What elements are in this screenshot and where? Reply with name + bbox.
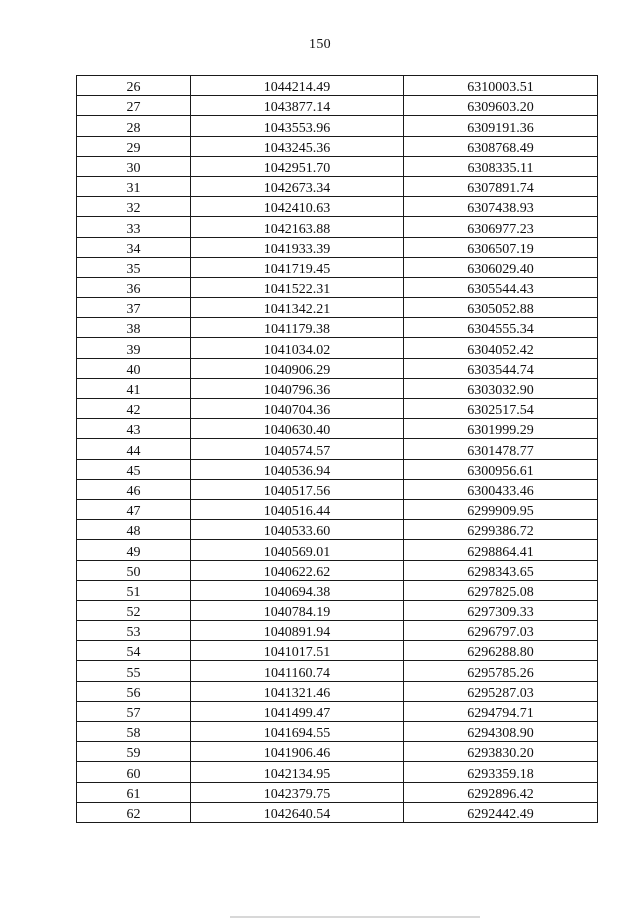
y-coordinate-cell: 6306507.19 <box>404 237 598 257</box>
y-coordinate-cell: 6306977.23 <box>404 217 598 237</box>
table-row <box>77 499 598 519</box>
table-row <box>77 520 598 540</box>
table-row <box>77 96 598 116</box>
table-row <box>77 136 598 156</box>
point-number-cell: 37 <box>77 298 191 318</box>
point-number-cell: 61 <box>77 782 191 802</box>
table-row <box>77 600 598 620</box>
x-coordinate-cell: 1041906.46 <box>191 742 404 762</box>
y-coordinate-cell: 6293359.18 <box>404 762 598 782</box>
y-coordinate-cell: 6300956.61 <box>404 459 598 479</box>
x-coordinate-cell: 1040694.38 <box>191 580 404 600</box>
point-number-cell: 57 <box>77 701 191 721</box>
point-number-cell: 49 <box>77 540 191 560</box>
y-coordinate-cell: 6292442.49 <box>404 802 598 822</box>
table-row <box>77 358 598 378</box>
x-coordinate-cell: 1041179.38 <box>191 318 404 338</box>
y-coordinate-cell: 6293830.20 <box>404 742 598 762</box>
point-number-cell: 39 <box>77 338 191 358</box>
x-coordinate-cell: 1040704.36 <box>191 399 404 419</box>
x-coordinate-cell: 1040784.19 <box>191 600 404 620</box>
x-coordinate-cell: 1040630.40 <box>191 419 404 439</box>
table-row <box>77 762 598 782</box>
x-coordinate-cell: 1040891.94 <box>191 621 404 641</box>
point-number-cell: 36 <box>77 277 191 297</box>
x-coordinate-cell: 1040533.60 <box>191 520 404 540</box>
y-coordinate-cell: 6300433.46 <box>404 479 598 499</box>
y-coordinate-cell: 6299386.72 <box>404 520 598 540</box>
table-row <box>77 540 598 560</box>
x-coordinate-cell: 1040796.36 <box>191 378 404 398</box>
table-row <box>77 439 598 459</box>
point-number-cell: 62 <box>77 802 191 822</box>
x-coordinate-cell: 1043877.14 <box>191 96 404 116</box>
x-coordinate-cell: 1040536.94 <box>191 459 404 479</box>
y-coordinate-cell: 6295287.03 <box>404 681 598 701</box>
y-coordinate-cell: 6298343.65 <box>404 560 598 580</box>
point-number-cell: 30 <box>77 156 191 176</box>
page-number: 150 <box>309 37 331 52</box>
point-number-cell: 56 <box>77 681 191 701</box>
table-row <box>77 459 598 479</box>
y-coordinate-cell: 6307891.74 <box>404 176 598 196</box>
table-row <box>77 378 598 398</box>
x-coordinate-cell: 1043245.36 <box>191 136 404 156</box>
x-coordinate-cell: 1043553.96 <box>191 116 404 136</box>
point-number-cell: 28 <box>77 116 191 136</box>
y-coordinate-cell: 6301478.77 <box>404 439 598 459</box>
point-number-cell: 29 <box>77 136 191 156</box>
table-row <box>77 701 598 721</box>
point-number-cell: 42 <box>77 399 191 419</box>
point-number-cell: 52 <box>77 600 191 620</box>
table-row <box>77 782 598 802</box>
y-coordinate-cell: 6298864.41 <box>404 540 598 560</box>
x-coordinate-cell: 1041017.51 <box>191 641 404 661</box>
table-row <box>77 580 598 600</box>
point-number-cell: 54 <box>77 641 191 661</box>
y-coordinate-cell: 6295785.26 <box>404 661 598 681</box>
point-number-cell: 58 <box>77 722 191 742</box>
table-row <box>77 802 598 822</box>
x-coordinate-cell: 1042951.70 <box>191 156 404 176</box>
point-number-cell: 43 <box>77 419 191 439</box>
point-number-cell: 46 <box>77 479 191 499</box>
x-coordinate-cell: 1040622.62 <box>191 560 404 580</box>
x-coordinate-cell: 1042163.88 <box>191 217 404 237</box>
table-row <box>77 399 598 419</box>
table-row <box>77 661 598 681</box>
table-row <box>77 479 598 499</box>
x-coordinate-cell: 1042134.95 <box>191 762 404 782</box>
point-number-cell: 26 <box>77 76 191 96</box>
y-coordinate-cell: 6307438.93 <box>404 197 598 217</box>
table-row <box>77 277 598 297</box>
x-coordinate-cell: 1041321.46 <box>191 681 404 701</box>
x-coordinate-cell: 1041160.74 <box>191 661 404 681</box>
y-coordinate-cell: 6294308.90 <box>404 722 598 742</box>
point-number-cell: 38 <box>77 318 191 338</box>
table-row <box>77 419 598 439</box>
x-coordinate-cell: 1040569.01 <box>191 540 404 560</box>
y-coordinate-cell: 6297309.33 <box>404 600 598 620</box>
y-coordinate-cell: 6302517.54 <box>404 399 598 419</box>
y-coordinate-cell: 6308768.49 <box>404 136 598 156</box>
table-row <box>77 742 598 762</box>
x-coordinate-cell: 1042673.34 <box>191 176 404 196</box>
table-row <box>77 176 598 196</box>
x-coordinate-cell: 1041499.47 <box>191 701 404 721</box>
table-row <box>77 560 598 580</box>
table-row <box>77 298 598 318</box>
point-number-cell: 33 <box>77 217 191 237</box>
table-row <box>77 722 598 742</box>
table-row <box>77 217 598 237</box>
y-coordinate-cell: 6308335.11 <box>404 156 598 176</box>
y-coordinate-cell: 6309191.36 <box>404 116 598 136</box>
x-coordinate-cell: 1041522.31 <box>191 277 404 297</box>
point-number-cell: 35 <box>77 257 191 277</box>
bottom-scan-line <box>230 916 480 918</box>
table-row <box>77 237 598 257</box>
x-coordinate-cell: 1044214.49 <box>191 76 404 96</box>
y-coordinate-cell: 6304052.42 <box>404 338 598 358</box>
table-row <box>77 681 598 701</box>
x-coordinate-cell: 1040906.29 <box>191 358 404 378</box>
x-coordinate-cell: 1041933.39 <box>191 237 404 257</box>
point-number-cell: 31 <box>77 176 191 196</box>
x-coordinate-cell: 1042379.75 <box>191 782 404 802</box>
table-row <box>77 338 598 358</box>
x-coordinate-cell: 1042640.54 <box>191 802 404 822</box>
x-coordinate-cell: 1042410.63 <box>191 197 404 217</box>
point-number-cell: 51 <box>77 580 191 600</box>
x-coordinate-cell: 1040516.44 <box>191 499 404 519</box>
point-number-cell: 53 <box>77 621 191 641</box>
table-row <box>77 197 598 217</box>
x-coordinate-cell: 1040517.56 <box>191 479 404 499</box>
point-number-cell: 59 <box>77 742 191 762</box>
point-number-cell: 47 <box>77 499 191 519</box>
table-row <box>77 116 598 136</box>
point-number-cell: 60 <box>77 762 191 782</box>
y-coordinate-cell: 6299909.95 <box>404 499 598 519</box>
x-coordinate-cell: 1040574.57 <box>191 439 404 459</box>
point-number-cell: 48 <box>77 520 191 540</box>
y-coordinate-cell: 6310003.51 <box>404 76 598 96</box>
y-coordinate-cell: 6297825.08 <box>404 580 598 600</box>
point-number-cell: 44 <box>77 439 191 459</box>
point-number-cell: 34 <box>77 237 191 257</box>
table-body <box>77 76 598 823</box>
y-coordinate-cell: 6301999.29 <box>404 419 598 439</box>
x-coordinate-cell: 1041719.45 <box>191 257 404 277</box>
table-row <box>77 156 598 176</box>
table-row <box>77 621 598 641</box>
x-coordinate-cell: 1041694.55 <box>191 722 404 742</box>
x-coordinate-cell: 1041342.21 <box>191 298 404 318</box>
table-row <box>77 641 598 661</box>
y-coordinate-cell: 6294794.71 <box>404 701 598 721</box>
y-coordinate-cell: 6305052.88 <box>404 298 598 318</box>
coordinates-table <box>76 75 598 823</box>
table-row <box>77 257 598 277</box>
y-coordinate-cell: 6292896.42 <box>404 782 598 802</box>
y-coordinate-cell: 6296797.03 <box>404 621 598 641</box>
y-coordinate-cell: 6304555.34 <box>404 318 598 338</box>
y-coordinate-cell: 6303032.90 <box>404 378 598 398</box>
point-number-cell: 45 <box>77 459 191 479</box>
point-number-cell: 27 <box>77 96 191 116</box>
x-coordinate-cell: 1041034.02 <box>191 338 404 358</box>
y-coordinate-cell: 6305544.43 <box>404 277 598 297</box>
point-number-cell: 41 <box>77 378 191 398</box>
point-number-cell: 55 <box>77 661 191 681</box>
y-coordinate-cell: 6309603.20 <box>404 96 598 116</box>
y-coordinate-cell: 6303544.74 <box>404 358 598 378</box>
point-number-cell: 40 <box>77 358 191 378</box>
table-row <box>77 318 598 338</box>
y-coordinate-cell: 6306029.40 <box>404 257 598 277</box>
point-number-cell: 32 <box>77 197 191 217</box>
table-row <box>77 76 598 96</box>
point-number-cell: 50 <box>77 560 191 580</box>
y-coordinate-cell: 6296288.80 <box>404 641 598 661</box>
